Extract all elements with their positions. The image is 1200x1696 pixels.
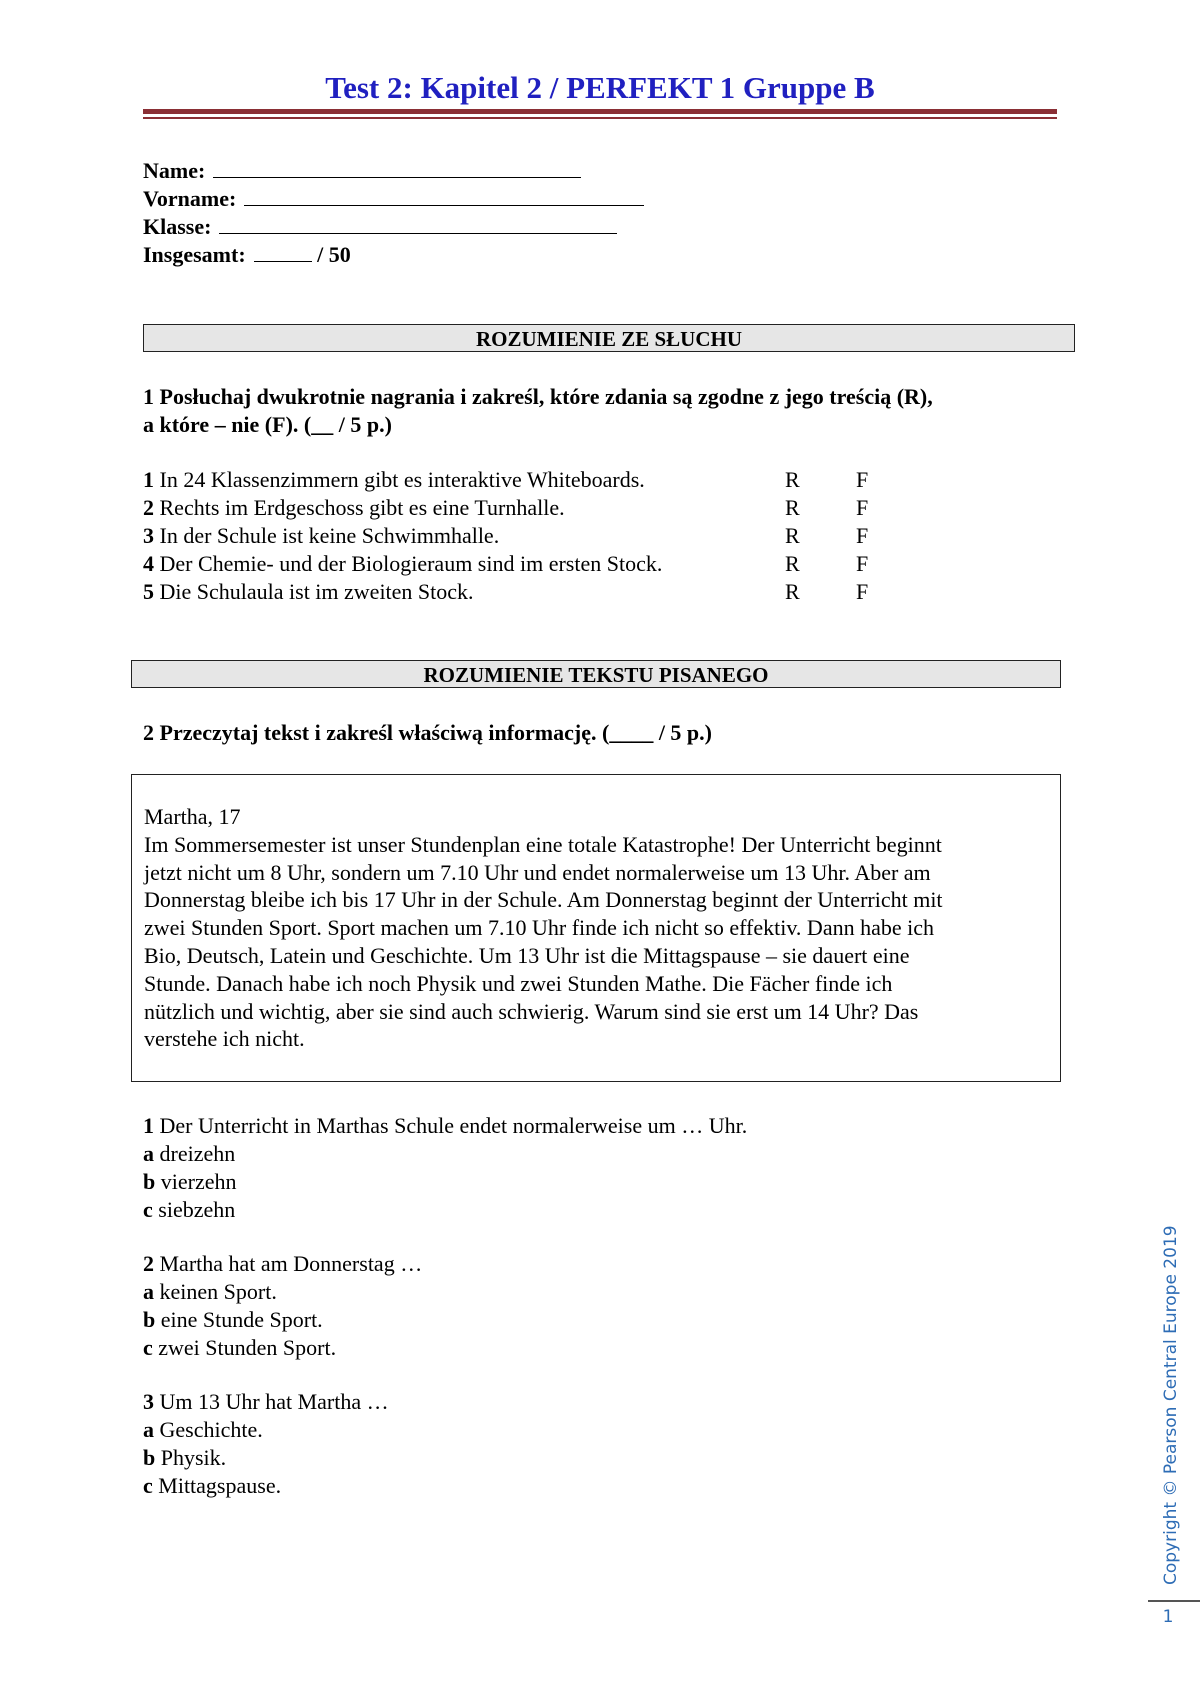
reading-text-box [131, 774, 1061, 1082]
name-field[interactable] [143, 157, 581, 185]
question-3: 3 Um 13 Uhr hat Martha … [143, 1389, 389, 1414]
klasse-line[interactable] [219, 213, 617, 234]
reading-text-line: verstehe ich nicht. [144, 1026, 305, 1052]
reading-text-line: Donnerstag bleibe ich bis 17 Uhr in der Schule. Am Donnerstag beginnt der Unterricht mit [144, 887, 943, 913]
name-line[interactable] [213, 157, 581, 178]
question-1: 1 Der Unterricht in Marthas Schule endet normalerweise um … Uhr. [143, 1113, 748, 1138]
option-f-3[interactable]: F [856, 523, 869, 548]
reading-text-line: jetzt nicht um 8 Uhr, sondern um 7.10 Uhr und endet normalerweise um 13 Uhr. Aber am [144, 859, 931, 885]
name-label: Name: [143, 158, 206, 183]
reading-text-line: zwei Stunden Sport. Sport machen um 7.10 Uhr finde ich nicht so effektiv. Dann habe ich [144, 915, 934, 941]
task1-instruction-cont: a które – nie (F). (__ / 5 p.) [143, 412, 392, 437]
klasse-field[interactable] [143, 213, 617, 241]
reading-text-line: nützlich und wichtig, aber sie sind auch schwierig. Warum sind sie erst um 14 Uhr? Das [144, 998, 919, 1024]
title-divider [143, 109, 1057, 114]
insgesamt-field[interactable] [143, 241, 351, 269]
statement-3: 3 In der Schule ist keine Schwimmhalle. [143, 523, 500, 548]
copyright-notice: Copyright © Pearson Central Europe 2019 [1161, 1225, 1181, 1585]
option-r-2[interactable]: R [785, 495, 800, 520]
option-r-3[interactable]: R [785, 523, 800, 548]
klasse-label: Klasse: [143, 214, 212, 239]
question-3-option-b[interactable]: b Physik. [143, 1445, 227, 1470]
vorname-label: Vorname: [143, 186, 237, 211]
question-1-option-b[interactable]: b vierzehn [143, 1169, 237, 1194]
question-1-option-a[interactable]: a dreizehn [143, 1141, 236, 1166]
statement-2: 2 Rechts im Erdgeschoss gibt es eine Turnhalle. [143, 495, 565, 520]
question-2-option-c[interactable]: c zwei Stunden Sport. [143, 1335, 337, 1360]
title-divider-thin [143, 117, 1057, 119]
option-f-1[interactable]: F [856, 467, 869, 492]
vorname-line[interactable] [244, 185, 644, 206]
option-f-5[interactable]: F [856, 579, 869, 604]
question-1-option-c[interactable]: c siebzehn [143, 1197, 236, 1222]
page-number: 1 [1162, 1607, 1174, 1627]
task2-instruction: 2 Przeczytaj tekst i zakreśl właściwą informację. (____ / 5 p.) [143, 720, 712, 745]
option-f-2[interactable]: F [856, 495, 869, 520]
insgesamt-label: Insgesamt: [143, 242, 246, 267]
reading-text-line: Im Sommersemester ist unser Stundenplan eine totale Katastrophe! Der Unterricht beginnt [144, 831, 942, 857]
statement-1: 1 In 24 Klassenzimmern gibt es interaktive Whiteboards. [143, 467, 645, 492]
section-heading-reading: ROZUMIENIE TEKSTU PISANEGO [131, 660, 1061, 688]
page-number-divider [1148, 1600, 1200, 1602]
section-heading-listening: ROZUMIENIE ZE SŁUCHU [143, 324, 1075, 352]
vorname-field[interactable] [143, 185, 644, 213]
option-f-4[interactable]: F [856, 551, 869, 576]
reading-text-line: Stunde. Danach habe ich noch Physik und zwei Stunden Mathe. Die Fächer finde ich [144, 970, 893, 996]
question-3-option-a[interactable]: a Geschichte. [143, 1417, 263, 1442]
insgesamt-line[interactable] [254, 241, 312, 262]
question-3-option-c[interactable]: c Mittagspause. [143, 1473, 282, 1498]
reading-text-line: Martha, 17 [144, 804, 241, 829]
option-r-5[interactable]: R [785, 579, 800, 604]
page-title: Test 2: Kapitel 2 / PERFEKT 1 Gruppe B [325, 70, 875, 105]
question-2-option-a[interactable]: a keinen Sport. [143, 1279, 277, 1304]
statement-4: 4 Der Chemie- und der Biologieraum sind im ersten Stock. [143, 551, 663, 576]
option-r-1[interactable]: R [785, 467, 800, 492]
statement-5: 5 Die Schulaula ist im zweiten Stock. [143, 579, 474, 604]
insgesamt-max: / 50 [317, 242, 351, 267]
reading-text-line: Bio, Deutsch, Latein und Geschichte. Um 13 Uhr ist die Mittagspause – sie dauert eine [144, 942, 910, 968]
option-r-4[interactable]: R [785, 551, 800, 576]
question-2: 2 Martha hat am Donnerstag … [143, 1251, 423, 1276]
question-2-option-b[interactable]: b eine Stunde Sport. [143, 1307, 323, 1332]
task1-instruction: 1 Posłuchaj dwukrotnie nagrania i zakreśl, które zdania są zgodne z jego treścią (R), [143, 384, 933, 409]
